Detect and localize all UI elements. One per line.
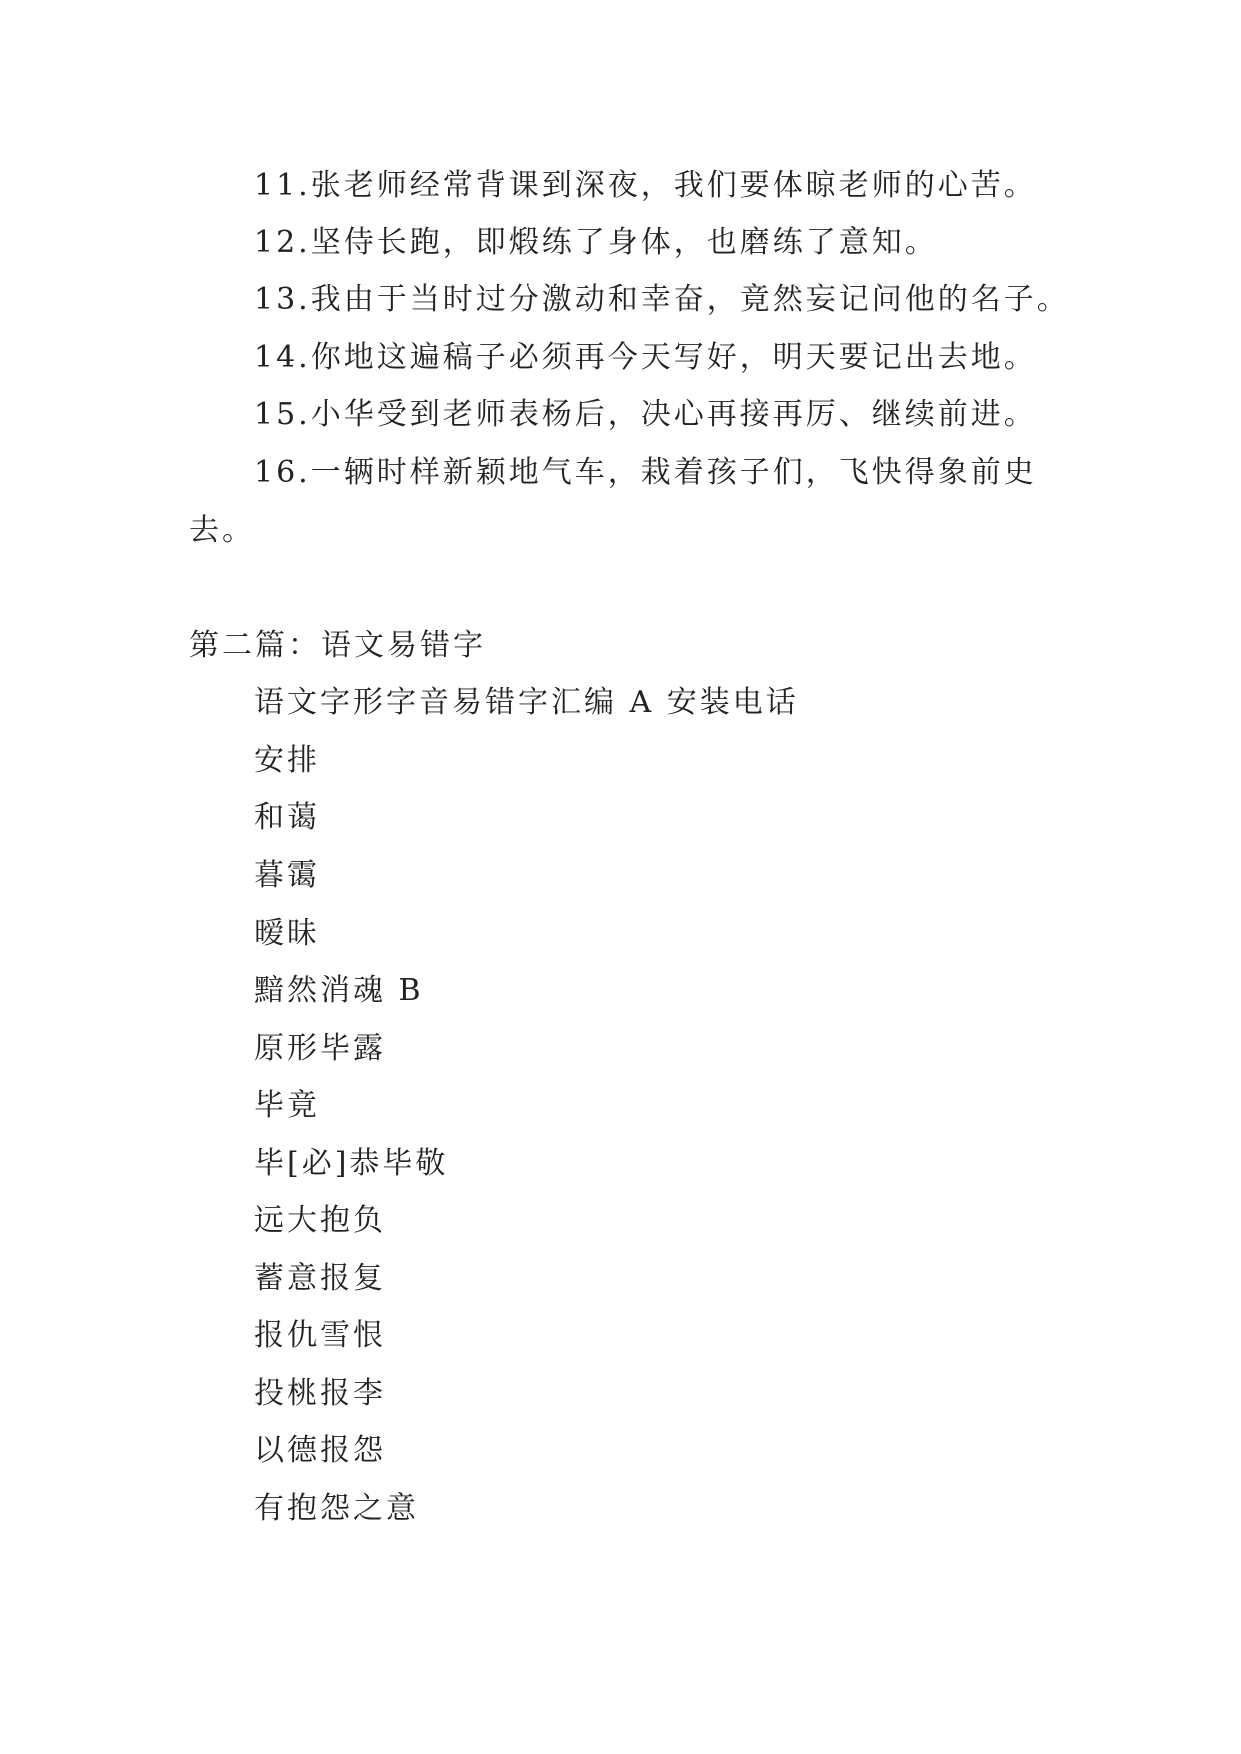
word-list-item: 蓄意报复 bbox=[254, 1261, 386, 1296]
word-list-item: 报仇雪恨 bbox=[254, 1318, 386, 1353]
word-list-item: 暧昧 bbox=[254, 916, 320, 951]
sentence-line: 14.你地这遍稿子必须再今天写好，明天要记出去地。 bbox=[254, 340, 1037, 375]
sentence-line: 11.张老师经常背课到深夜，我们要体晾老师的心苦。 bbox=[254, 168, 1037, 203]
section-title: 第二篇：语文易错字 bbox=[189, 628, 486, 663]
word-list-item: 投桃报李 bbox=[254, 1376, 386, 1411]
word-list-item: 毕竟 bbox=[254, 1088, 320, 1123]
sentence-line: 16.一辆时样新颖地气车，栽着孩子们，飞快得象前史 bbox=[254, 455, 1037, 490]
word-list-item: 语文字形字音易错字汇编 A 安装电话 bbox=[254, 685, 799, 720]
word-list-item: 安排 bbox=[254, 743, 320, 778]
word-list-item: 暮霭 bbox=[254, 858, 320, 893]
sentence-line: 13.我由于当时过分激动和幸奋，竟然妄记问他的名子。 bbox=[254, 282, 1070, 317]
word-list-item: 远大抱负 bbox=[254, 1203, 386, 1238]
word-list-item: 黯然消魂 B bbox=[254, 973, 424, 1008]
sentence-line: 15.小华受到老师表杨后，决心再接再厉、继续前进。 bbox=[254, 397, 1037, 432]
word-list-item: 和蔼 bbox=[254, 800, 320, 835]
word-list-item: 以德报怨 bbox=[254, 1433, 386, 1468]
sentence-continuation: 去。 bbox=[189, 513, 255, 548]
word-list-item: 有抱怨之意 bbox=[254, 1491, 419, 1526]
word-list-item: 毕[必]恭毕敬 bbox=[254, 1146, 449, 1181]
sentence-line: 12.坚侍长跑，即煅练了身体，也磨练了意知。 bbox=[254, 225, 938, 260]
word-list-item: 原形毕露 bbox=[254, 1031, 386, 1066]
